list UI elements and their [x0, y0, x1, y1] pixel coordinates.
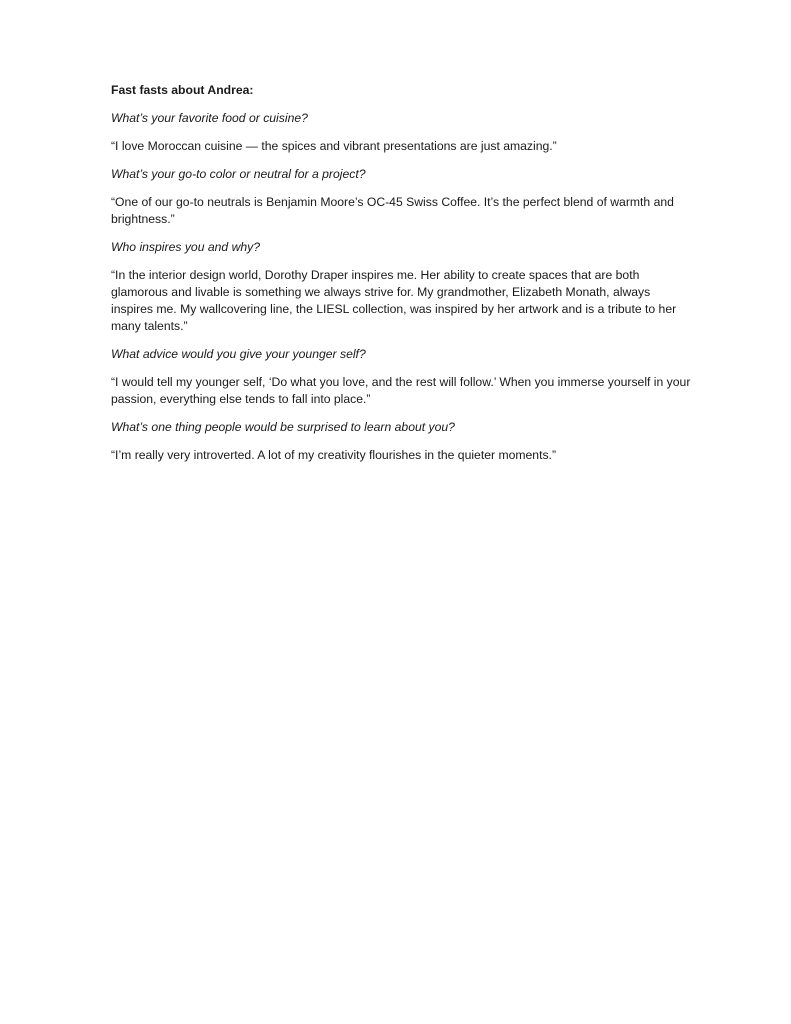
qa-item [111, 346, 691, 408]
question-text: What’s one thing people would be surprised to learn about you? [111, 420, 455, 434]
qa-item [111, 166, 691, 228]
question-text: What advice would you give your younger self? [111, 347, 366, 361]
question-text: What’s your favorite food or cuisine? [111, 111, 308, 125]
qa-item [111, 110, 691, 155]
answer-text: “I love Moroccan cuisine — the spices and vibrant presentations are just amazing.” [111, 139, 557, 153]
question-text: Who inspires you and why? [111, 240, 261, 254]
answer-text: “One of our go-to neutrals is Benjamin Moore’s OC-45 Swiss Coffee. It’s the perfect blend of warmth and brightness.” [111, 195, 674, 226]
answer-text: “In the interior design world, Dorothy Draper inspires me. Her ability to create spaces that are both glamorous and livable is something we always strive for. My grandmother, Elizabeth Monath, always inspires me. My wallcovering line, the LIESL collection, was inspired by her artwork and is a tribute to her many talents.” [111, 268, 677, 333]
answer-text: “I would tell my younger self, ‘Do what you love, and the rest will follow.’ When you immerse yourself in your passion, everything else tends to fall into place.” [111, 375, 691, 406]
document-page [111, 82, 691, 475]
answer-text: “I’m really very introverted. A lot of my creativity flourishes in the quieter moments.” [111, 448, 557, 462]
page-heading: Fast fasts about Andrea: [111, 83, 254, 97]
qa-item [111, 239, 691, 335]
question-text: What’s your go-to color or neutral for a project? [111, 167, 366, 181]
qa-item [111, 419, 691, 464]
